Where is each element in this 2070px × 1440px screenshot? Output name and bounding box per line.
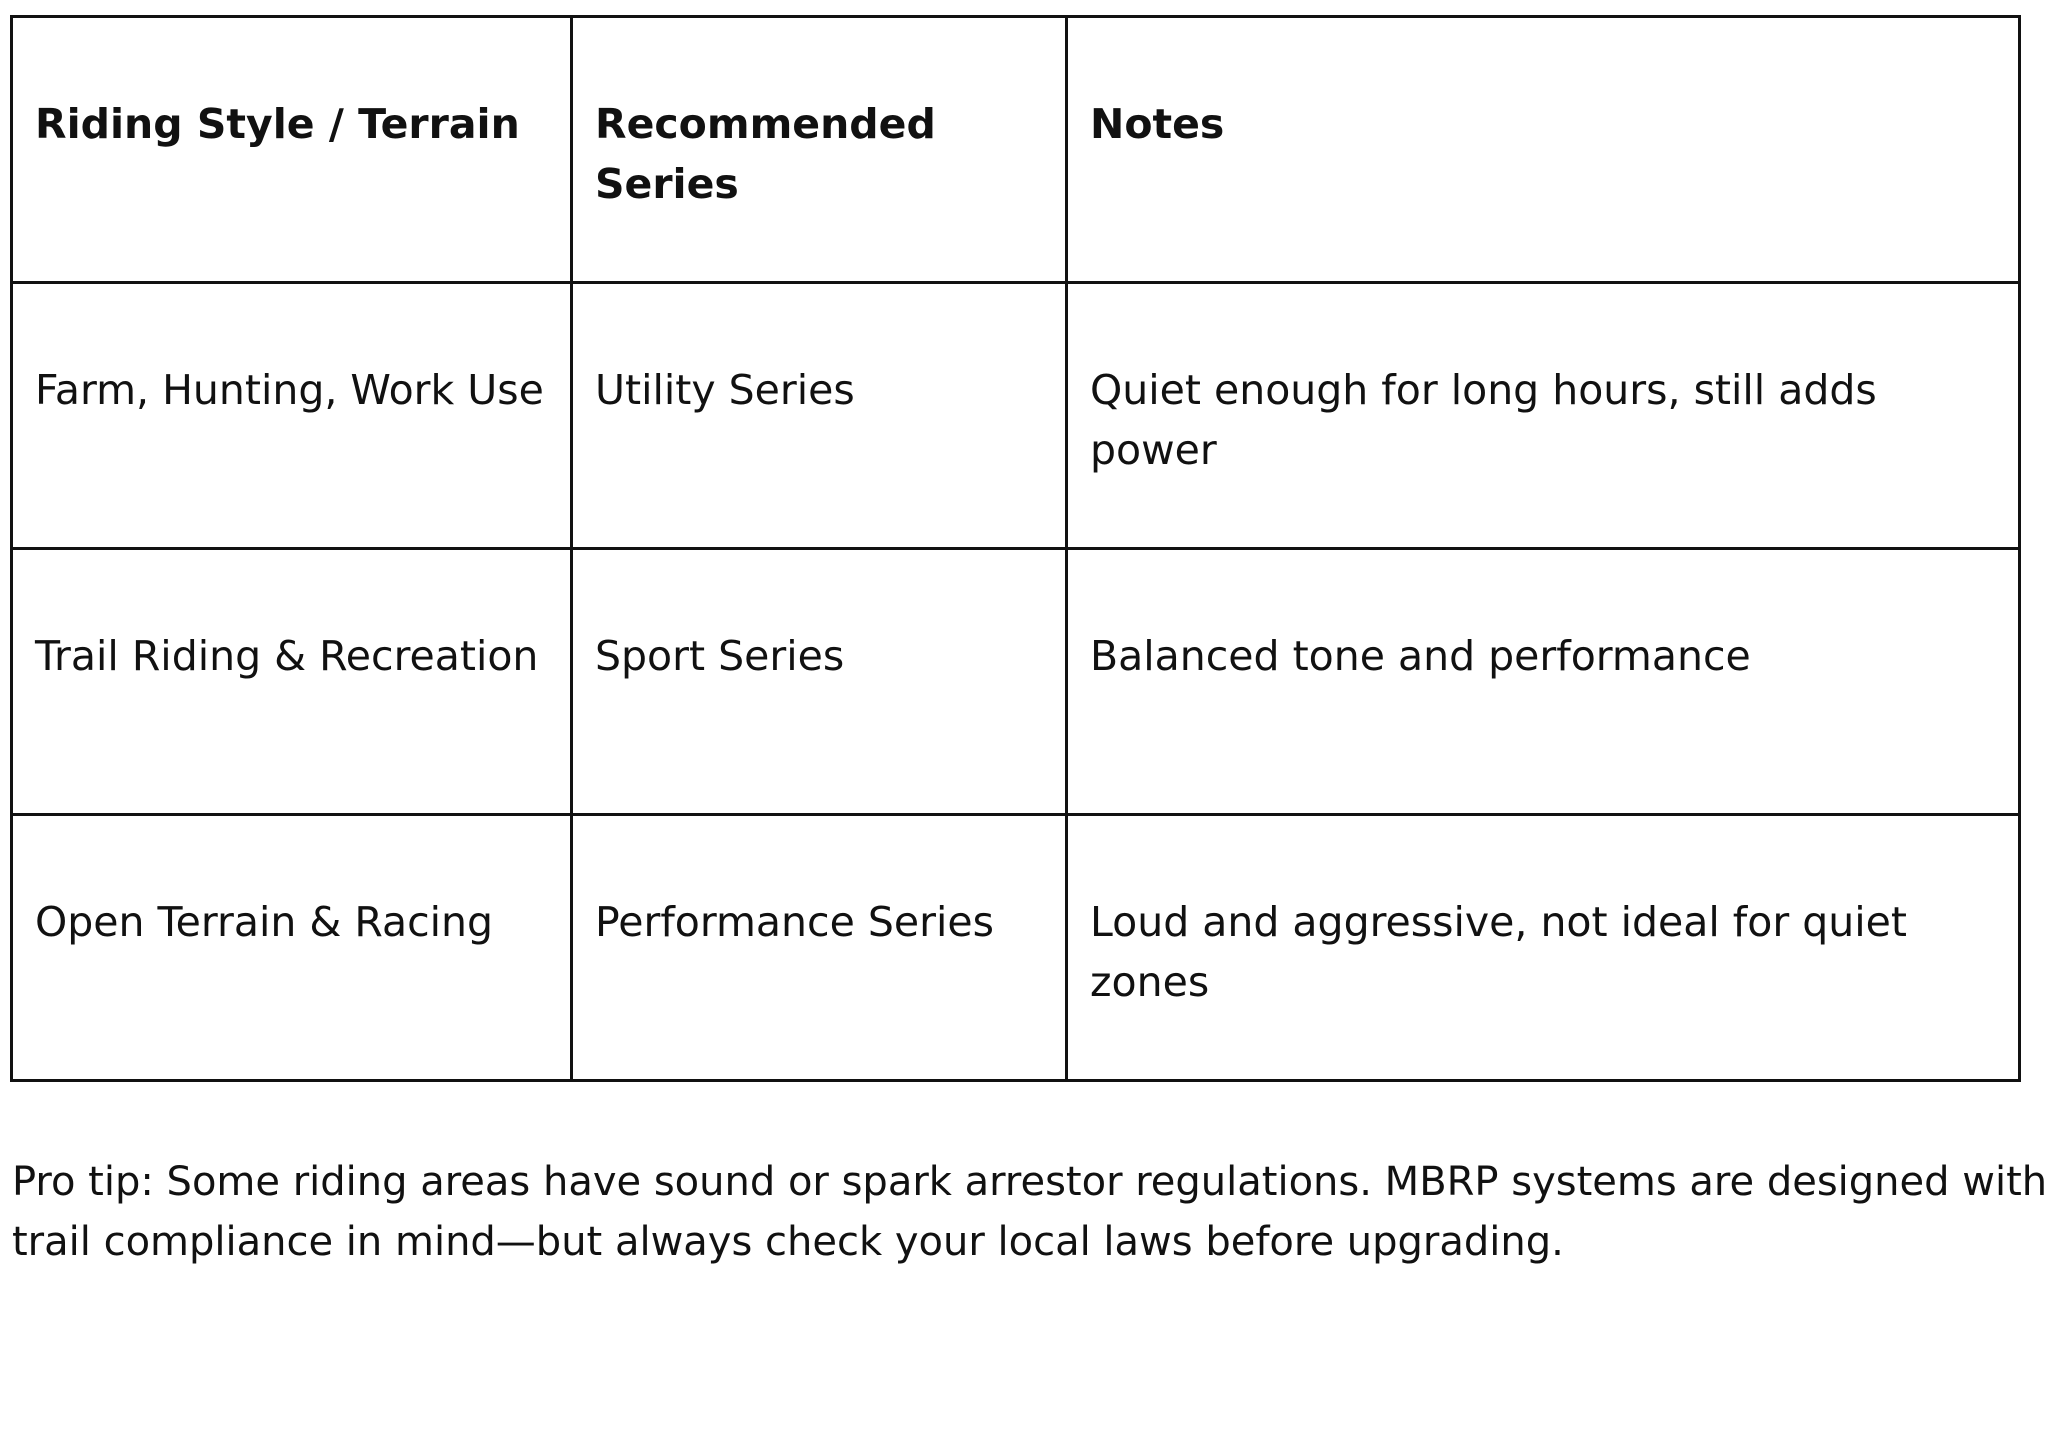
pro-tip-paragraph: Pro tip: Some riding areas have sound or spark arrestor regulations. MBRP systems are designed with trail compliance in mind—but always check your local laws before upgrading. — [12, 1159, 2048, 1265]
cell-recommended-series: Performance Series — [572, 815, 1067, 1081]
cell-notes: Quiet enough for long hours, still adds power — [1067, 283, 2020, 549]
series-recommendation-table — [10, 15, 2021, 1082]
header-notes: Notes — [1067, 17, 2020, 283]
cell-riding-style: Farm, Hunting, Work Use — [12, 283, 572, 549]
cell-recommended-series: Utility Series — [572, 283, 1067, 549]
table-header-row — [12, 17, 2020, 283]
table-row — [12, 549, 2020, 815]
header-riding-style: Riding Style / Terrain — [12, 17, 572, 283]
table-row — [12, 283, 2020, 549]
cell-notes: Balanced tone and performance — [1067, 549, 2020, 815]
table-row — [12, 815, 2020, 1081]
header-recommended-series: Recommended Series — [572, 17, 1067, 283]
cell-riding-style: Open Terrain & Racing — [12, 815, 572, 1081]
cell-riding-style: Trail Riding & Recreation — [12, 549, 572, 815]
cell-recommended-series: Sport Series — [572, 549, 1067, 815]
cell-notes: Loud and aggressive, not ideal for quiet zones — [1067, 815, 2020, 1081]
